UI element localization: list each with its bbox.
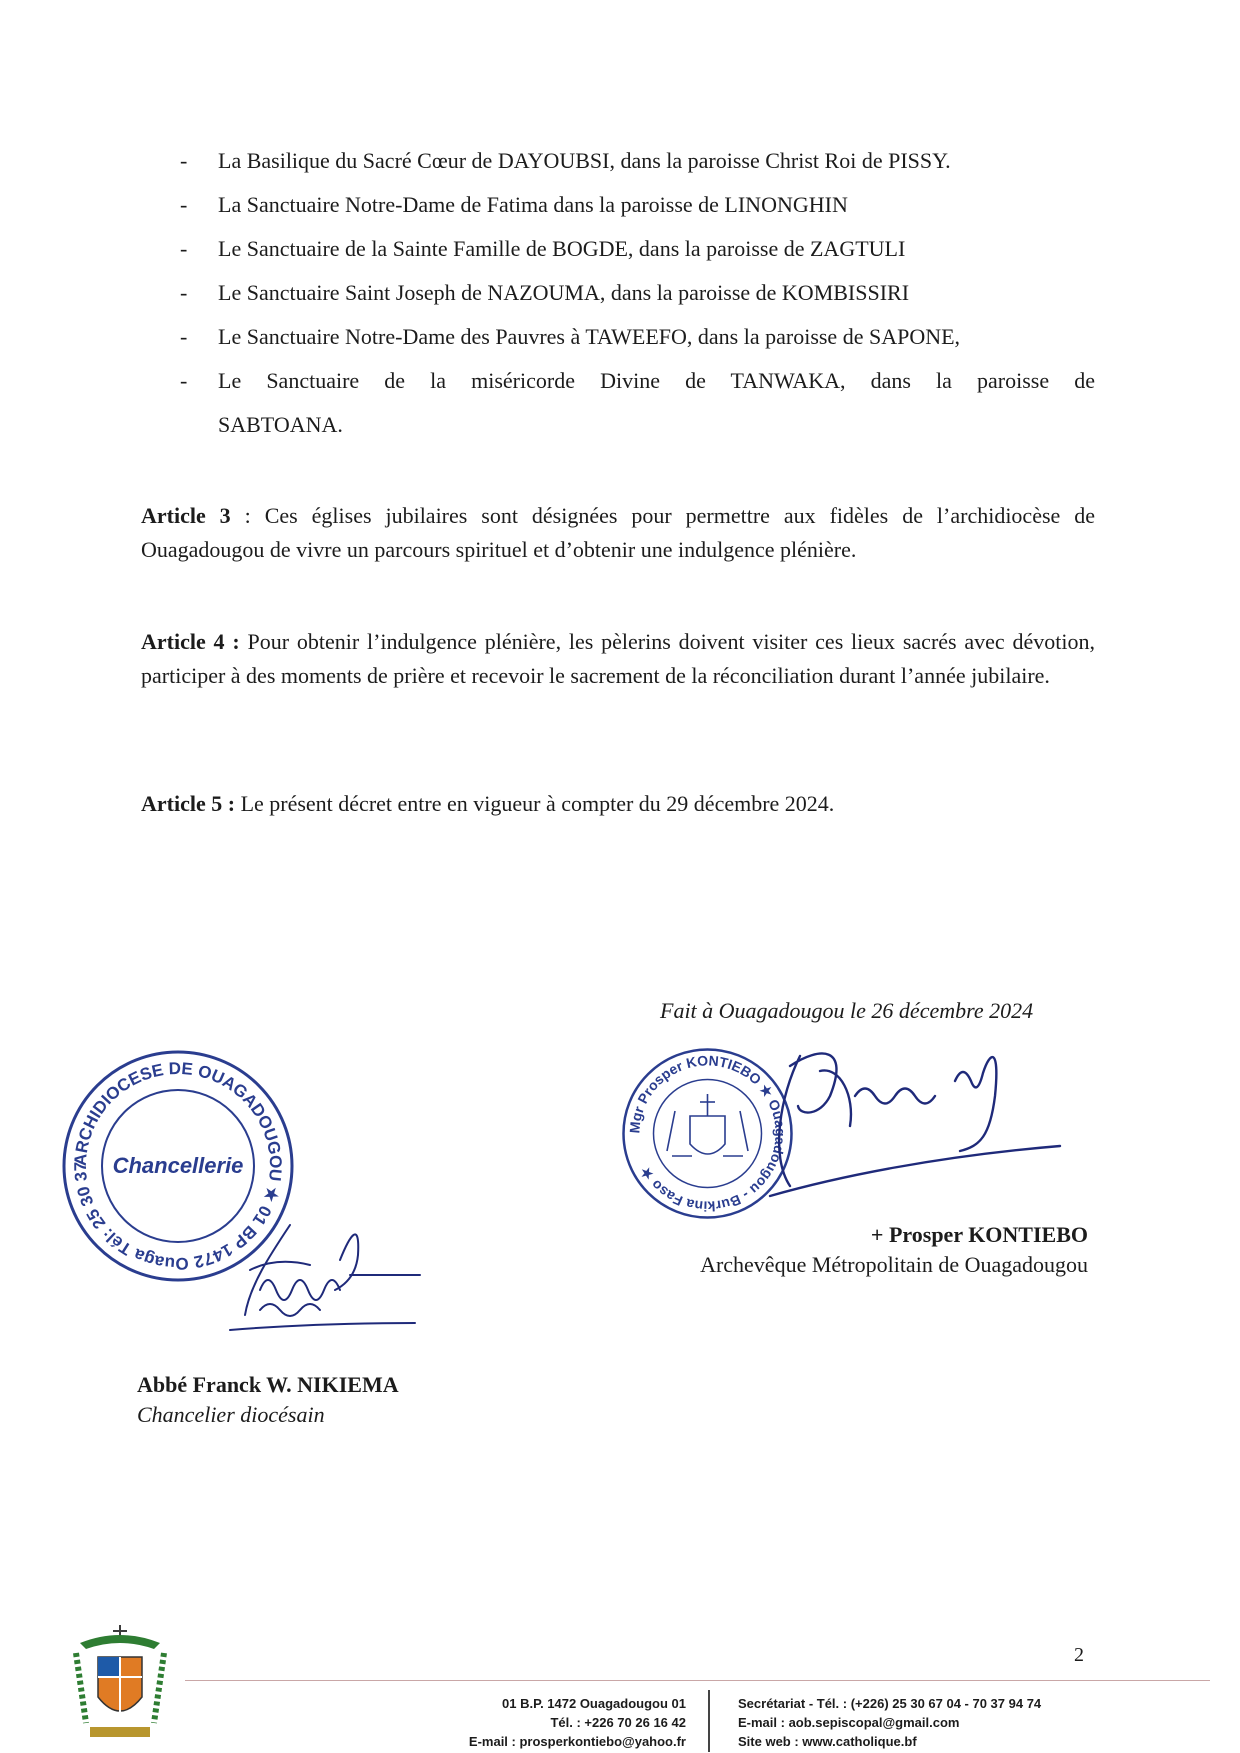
list-item: - Le Sanctuaire de la Sainte Famille de BOGDE, dans la paroisse de ZAGTULI — [170, 233, 1095, 265]
place-date: Fait à Ouagadougou le 26 décembre 2024 — [660, 998, 1034, 1023]
chancelier-title: Chancelier diocésain — [137, 1402, 325, 1427]
footer-contact: Secrétariat - Tél. : (+226) 25 30 67 04 - 70 37 94 74 E-mail : aob.sepiscopal@gmail.com Site web : www.catholique.bf — [738, 1696, 1042, 1749]
list-dash: - — [180, 236, 188, 261]
list-dash: - — [180, 280, 188, 305]
footer-separator — [708, 1690, 710, 1752]
list-item: - Le Sanctuaire Notre-Dame des Pauvres à TAWEEFO, dans la paroisse de SAPONE, — [170, 321, 1095, 353]
archbishop-signature — [760, 1036, 1070, 1206]
list-dash: - — [180, 192, 188, 217]
signatory-title: Archevêque Métropolitain de Ouagadougou — [700, 1252, 1088, 1277]
list-item: - Le Sanctuaire Saint Joseph de NAZOUMA, dans la paroisse de KOMBISSIRI — [170, 277, 1095, 309]
article-4: Article 4 : Pour obtenir l’indulgence plénière, les pèlerins doivent visiter ces lieux sacrés avec dévotion, participer à des moments de prière et recevoir le sacrement de la réconciliation durant l’année jubilaire. — [141, 629, 1095, 688]
list-dash: - — [180, 148, 188, 173]
footer-address: 01 B.P. 1472 Ouagadougou 01 Tél. : +226 70 26 16 42 E-mail : prosperkontiebo@yahoo.fr — [468, 1696, 686, 1749]
list-item: - Le Sanctuaire de la miséricorde Divine de TANWAKA, dans la paroisse de SABTOANA. — [170, 365, 1095, 441]
svg-text:ARCHIDIOCESE DE OUAGADOUGOU ★: ARCHIDIOCESE DE OUAGADOUGOU ★ 01 BP 1472 Ouaga Tél: 25 30 37 04 - BF ★ — [50, 1031, 286, 1274]
chancelier-name: Abbé Franck W. NIKIEMA — [137, 1372, 399, 1397]
coat-of-arms-icon — [70, 1623, 170, 1743]
article-3: Article 3 : Ces églises jubilaires sont désignées pour permettre aux fidèles de l’archidiocèse de Ouagadougou de vivre un parcours spirituel et d’obtenir une indulgence plénière. — [141, 503, 1095, 562]
list-dash: - — [180, 368, 188, 393]
svg-text:Mgr Prosper KONTIEBO ★ Ouagado: Mgr Prosper KONTIEBO ★ Ouagadougou - Burkina Faso ★ — [626, 1052, 789, 1215]
sanctuary-list — [170, 145, 1095, 453]
article-5: Article 5 : Le présent décret entre en vigueur à compter du 29 décembre 2024. — [141, 791, 835, 816]
list-dash: - — [180, 324, 188, 349]
chancelier-signature — [230, 1215, 420, 1335]
page-number: 2 — [1074, 1644, 1084, 1666]
svg-text:Chancellerie: Chancellerie — [112, 1153, 244, 1178]
list-item: - La Sanctuaire Notre-Dame de Fatima dans la paroisse de LINONGHIN — [170, 189, 1095, 221]
list-item: - La Basilique du Sacré Cœur de DAYOUBSI, dans la paroisse Christ Roi de PISSY. — [170, 145, 1095, 177]
footer-divider — [185, 1680, 1210, 1681]
signatory-name: + Prosper KONTIEBO — [870, 1222, 1088, 1247]
